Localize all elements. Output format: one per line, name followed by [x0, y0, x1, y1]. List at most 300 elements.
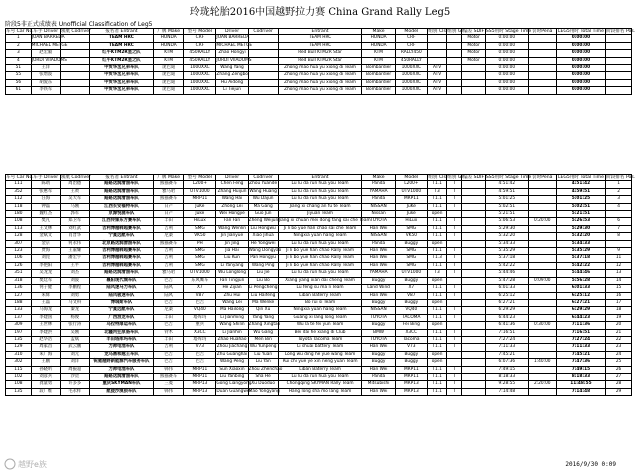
cell-driver-en: Liu Yanbing: [216, 373, 248, 380]
cell-total-time: 5:44:46: [556, 270, 605, 277]
cell-driver: 张惠军: [31, 188, 60, 195]
cell-make-en: HONDA: [362, 35, 395, 42]
cell-entrant: 红牛KTM2R星之队: [89, 57, 153, 64]
cell-car-no: 135: [6, 336, 32, 343]
cell-entrant-en: Xiang yang xian dai cheng Team: [278, 277, 362, 284]
header-make-en: Make: [362, 29, 395, 35]
cell-make: 丰田: [154, 336, 184, 343]
cell-penalty: 0:30:00: [528, 322, 556, 329]
cell-driver-en: JOAN BARREDA: [216, 35, 250, 41]
cell-penalty: [528, 366, 556, 373]
cell-total-time: 7:49:15: [556, 366, 605, 373]
cell-make-en: Han Wei: [362, 292, 395, 299]
cell-stage-time: 0:00:00: [485, 72, 528, 79]
cell-codriver: 王董耀: [60, 248, 89, 255]
cell-car-no: 2: [6, 42, 32, 49]
cell-codriver: 毛永样: [60, 388, 89, 395]
cell-driver: 王洋: [31, 65, 60, 72]
cell-model: HiLux: [184, 218, 216, 225]
cell-make-en: Han Wei: [362, 366, 395, 373]
cell-make-en: Han Wei: [362, 262, 395, 269]
cell-make: 庞巴迪: [154, 72, 184, 79]
cell-total-time: 0:00:00: [556, 50, 605, 57]
cell-entrant: 博瑞斯车队: [89, 299, 153, 306]
header-class: 组别 Cls: [428, 29, 446, 34]
cell-make-en: HONDA: [362, 42, 395, 49]
cell-car-no: 123: [6, 248, 32, 255]
cell-position: 16: [606, 292, 632, 299]
cell-group: [447, 35, 462, 42]
cell-penalty: [528, 42, 556, 49]
cell-class: T1.1: [427, 307, 446, 314]
cell-entrant: 力帅电池车队: [89, 344, 153, 351]
cell-stage-time: 8:18:33: [485, 373, 528, 380]
header-entrant-en: Entrant: [278, 29, 362, 35]
cell-car-no: 302: [6, 359, 32, 366]
cell-driver: 刘昆: [31, 255, 60, 262]
cell-codriver: 马刚: [60, 203, 89, 210]
cell-entrant-en: Ji li bo yue han chao Rally Team: [278, 248, 362, 255]
cell-penalty: 1:40:00: [528, 359, 556, 366]
cell-driver-en: Zhong Lei: [216, 203, 248, 210]
header-position: 阶段排名 Pos.: [606, 175, 636, 180]
cell-group: T: [447, 373, 462, 380]
cell-car-no: 318: [6, 277, 32, 284]
cell-sdif: [462, 299, 486, 306]
header-model: 型号 Model: [184, 175, 216, 181]
cell-stage-time: 7:11:33: [485, 344, 528, 351]
table-row: [6, 277, 632, 284]
table-row: [6, 329, 632, 336]
cell-model-en: Buggy: [395, 299, 427, 306]
cell-make-en: Bombardier: [362, 87, 395, 94]
cell-car-no: 137: [6, 314, 32, 321]
cell-car-no: 188: [6, 299, 32, 306]
cell-position: [606, 50, 632, 57]
cell-stage-time: 6:27:21: [485, 299, 528, 306]
cell-penalty: [528, 299, 556, 306]
cell-sdif: [462, 270, 486, 277]
cell-total-time: 0:00:00: [556, 65, 605, 72]
cell-stage-time: 0:00:00: [485, 65, 528, 72]
table-row: [6, 87, 632, 94]
cell-model-en: MRP11: [395, 373, 427, 380]
table-row: [6, 181, 632, 188]
cell-codriver: [60, 72, 89, 79]
watermark-logo: [4, 456, 74, 470]
cell-sdif: [462, 344, 486, 351]
cell-make-en: Mitsubishi: [362, 381, 395, 388]
cell-make: 巴吉: [154, 322, 184, 329]
cell-entrant: 路路达润滑油车队: [89, 181, 153, 188]
cell-group: [447, 211, 462, 218]
header-total-time: LEG5用时 Total Time: [557, 175, 604, 180]
table-row: [6, 65, 632, 72]
header-driver-en: Driver: [216, 29, 248, 35]
cell-make: 丰田: [154, 218, 184, 225]
cell-stage-time: 7:45:21: [485, 351, 528, 358]
header-car-no: 车号 Car No.: [6, 29, 34, 34]
cell-driver-en: Zhang Zengbo: [216, 72, 248, 78]
header-model-en: Model: [395, 29, 427, 35]
cell-penalty: [528, 225, 556, 232]
cell-entrant: 丰田塔库玛车队: [89, 336, 153, 343]
cell-model: SMG: [184, 225, 216, 232]
cell-stage-time: 5:37:18: [485, 255, 528, 262]
cell-driver: 周家昌: [31, 344, 60, 351]
cell-class: T1.1: [427, 388, 446, 395]
cell-model: Juke: [184, 211, 216, 218]
cell-codriver-en: [248, 72, 278, 79]
cell-codriver: [60, 79, 89, 86]
cell-sdif: [462, 359, 486, 366]
cell-class: T1.1: [427, 329, 446, 336]
cell-penalty: [528, 285, 556, 292]
cell-position: [606, 87, 632, 94]
cell-car-no: 112: [6, 196, 32, 203]
cell-group: T: [447, 181, 462, 188]
cell-total-time: 6:27:21: [556, 299, 605, 306]
header-group: 组别 Gr: [447, 175, 464, 180]
cell-entrant: 龙乌鼎和越王车队: [89, 351, 153, 358]
cell-class: [427, 57, 446, 64]
table-row: [6, 225, 632, 232]
header-position: 阶段排名 Pos.: [606, 29, 636, 34]
cell-group: T: [447, 329, 462, 336]
cell-stage-time: 5:29:30: [485, 225, 528, 232]
cell-codriver: 刘洋: [60, 359, 89, 366]
cell-sdif: [462, 373, 486, 380]
cell-codriver: 马文科: [60, 299, 89, 306]
cell-stage-time: 5:06:53: [485, 218, 528, 225]
cell-model-en: CRF: [395, 42, 427, 49]
cell-driver-en: Jin Jianyue: [216, 233, 248, 240]
cell-model: 塔库玛: [184, 336, 216, 343]
table-row: [6, 218, 632, 225]
cell-entrant: 襄阳现代城车队: [89, 277, 153, 284]
cell-model-en: VK50: [395, 233, 427, 240]
cell-driver: 朱辉: [31, 292, 60, 299]
cell-entrant-en: Chongqing SKYMAN Rally Team: [278, 381, 362, 388]
cell-make: KTM: [154, 57, 184, 64]
cell-driver-en: Jin Jing: [216, 240, 248, 247]
cell-total-time: 7:47:36: [556, 359, 605, 366]
cell-entrant: 江西长安福特车队: [89, 203, 153, 210]
cell-model: VQ40: [184, 307, 216, 314]
cell-sdif: [462, 188, 486, 195]
cell-class: [427, 50, 446, 57]
cell-driver: 王世林: [31, 322, 60, 329]
cell-class: open: [427, 351, 446, 358]
cell-make-en: Bombardier: [362, 79, 395, 86]
table-row: [6, 307, 632, 314]
cell-group: T: [447, 188, 462, 195]
cell-entrant-en: Bo rui si Team: [278, 299, 362, 306]
cell-make: 雅马哈: [154, 270, 184, 277]
cell-make: 陆风: [154, 285, 184, 292]
cell-model: V87: [184, 292, 216, 299]
header-sdif: 偏差 SDIF: [463, 175, 485, 180]
cell-codriver: 吴刚: [60, 329, 89, 336]
cell-entrant-en: Lu lu da run hua you Team: [278, 270, 362, 277]
cell-position: 15: [606, 285, 632, 292]
cell-codriver: 刘勇: [60, 292, 89, 299]
cell-sdif: [462, 366, 486, 373]
cell-class: T3: [427, 188, 446, 195]
cell-stage-time: 6:07:36: [485, 359, 528, 366]
cell-total-time: 7:16:51: [556, 329, 605, 336]
cell-model: MRP11: [184, 373, 216, 380]
header-entrant: 报名者 Entrant: [89, 29, 153, 35]
cell-stage-time: 6:44:23: [485, 314, 528, 321]
cell-driver: 钟磊: [31, 203, 60, 210]
cell-make-en: Buggy: [362, 359, 395, 366]
cell-driver-en: Wang Lei: [216, 299, 248, 306]
cell-group: [447, 351, 462, 358]
cell-total-time: 0:00:00: [556, 35, 605, 42]
cell-codriver: 李鹏程: [60, 285, 89, 292]
cell-position: [606, 65, 632, 72]
cell-group: T: [447, 336, 462, 343]
cell-make: 熊猫赛车: [154, 196, 184, 203]
header-penalty: 罚时Pena: [528, 175, 556, 181]
cell-model-en: 1000XXC: [395, 87, 427, 94]
cell-codriver-en: [248, 57, 278, 64]
cell-group: T: [447, 366, 462, 373]
cell-car-no: 111: [6, 181, 32, 188]
cell-class: T1.1: [427, 366, 446, 373]
cell-group: T: [447, 203, 462, 210]
cell-make-en: Panda: [362, 240, 395, 247]
cell-class: ATV: [427, 87, 446, 94]
cell-codriver-en: Liu Haifeng: [248, 292, 278, 299]
cell-make: 吉利: [154, 344, 184, 351]
cell-penalty: [528, 188, 556, 195]
cell-entrant: 重庆SKYMAN车队: [89, 381, 153, 388]
cell-sdif: [462, 181, 486, 188]
cell-codriver-en: [248, 50, 278, 57]
cell-driver: 赵宏毅: [31, 50, 60, 57]
cell-model: MRP11: [184, 196, 216, 203]
cell-sdif: [462, 248, 486, 255]
cell-codriver-en: Guo Jun: [248, 211, 278, 218]
cell-entrant-en: Lu lu da run hua you Team: [278, 196, 362, 203]
cell-stage-time: 4:51:42: [485, 181, 528, 188]
cell-class: open: [427, 277, 446, 284]
cell-model-en: VQ40: [395, 307, 427, 314]
cell-stage-time: 5:32:20: [485, 233, 528, 240]
cell-stage-time: 6:41:36: [485, 322, 528, 329]
cell-model: SMG: [184, 248, 216, 255]
cell-entrant-en: Rui chi yue ye xin neng yuan Team: [278, 359, 362, 366]
cell-make: 巴吉: [154, 359, 184, 366]
cell-car-no: 106: [6, 255, 32, 262]
cell-stage-time: 6:29:29: [485, 307, 528, 314]
cell-penalty: [528, 373, 556, 380]
cell-group: T: [447, 285, 462, 292]
cell-entrant: 中贸华丞兄弟车队: [89, 87, 153, 94]
cell-total-time: 5:32:20: [556, 233, 605, 240]
cell-make: 庞巴迪: [154, 87, 184, 94]
table-row: [6, 285, 632, 292]
cell-position: [606, 211, 632, 218]
cell-make-en: Han Wei: [362, 248, 395, 255]
cell-entrant: 陆风速马力车队: [89, 285, 153, 292]
cell-position: [606, 79, 632, 86]
cell-sdif: [462, 211, 486, 218]
cell-driver-en: MICHAEL METGE: [216, 42, 253, 48]
cell-driver-en: Duan Guangwei: [216, 388, 251, 394]
cell-sdif: [462, 388, 486, 395]
cell-model-en: MRP11: [395, 196, 427, 203]
cell-driver: 王鹏: [31, 359, 60, 366]
cell-total-time: 7:11:33: [556, 344, 605, 351]
cell-codriver: 何永伟: [60, 240, 89, 247]
cell-codriver-en: Li Pengcheng: [248, 285, 278, 291]
cell-class: ATV: [427, 72, 446, 79]
cell-make-en: Buggy: [362, 299, 395, 306]
cell-entrant: 路路达润滑油车队: [89, 270, 153, 277]
cell-codriver: 杨俊: [60, 314, 89, 321]
header-model-en: Model: [395, 175, 427, 181]
header-penalty: 罚时Pena: [528, 29, 556, 35]
cell-model: 450RALLY: [184, 57, 216, 64]
cell-car-no: 197: [6, 329, 32, 336]
cell-model-en: 1000XXC: [395, 79, 427, 86]
cell-stage-time: 5:47:28: [485, 277, 528, 284]
cell-make: 尼桑: [154, 233, 184, 240]
cell-class: T1.1: [427, 344, 446, 351]
cell-codriver-en: [248, 35, 278, 42]
cell-car-no: 115: [6, 366, 32, 373]
cell-group: T: [447, 388, 462, 395]
cell-make: KTM: [154, 50, 184, 57]
cell-total-time: 5:34:33: [556, 240, 605, 247]
cell-car-no: 108: [6, 381, 32, 388]
cell-class: T1.1: [427, 218, 446, 225]
cell-total-time: 0:00:00: [556, 72, 605, 79]
cell-entrant: 吉利博越韩超赛车队: [89, 225, 153, 232]
cell-stage-time: 0:00:00: [485, 50, 528, 57]
cell-entrant: 航拢沙漠狼车队: [89, 388, 153, 395]
cell-position: [606, 72, 632, 79]
cell-car-no: 129: [6, 344, 32, 351]
cell-penalty: [528, 87, 556, 94]
cell-make-en: TOYOTA: [362, 218, 395, 225]
cell-group: [447, 72, 462, 79]
cell-make: 熊猫赛车: [154, 373, 184, 380]
cell-codriver: 潘宏宇: [60, 255, 89, 262]
cell-car-no: 127: [6, 292, 32, 299]
cell-codriver-en: Men Bin: [248, 336, 278, 343]
cell-model-en: 1000XXC: [395, 72, 427, 79]
cell-make-en: BMW: [362, 329, 395, 336]
cell-stage-time: 5:42:22: [485, 262, 528, 269]
cell-stage-time: 5:02:51: [485, 203, 528, 210]
cell-position: 1: [606, 181, 632, 188]
cell-car-no: 307: [6, 240, 32, 247]
cell-entrant-en: Guang xi lang long Team: [278, 314, 362, 321]
cell-make: 吉利: [154, 248, 184, 255]
cell-codriver-en: Xu Duoduo: [248, 381, 278, 388]
cell-total-time: 5:56:28: [556, 277, 605, 284]
cell-model: CRF: [184, 42, 216, 49]
cell-entrant-en: Long wu ding he yue wang Team: [278, 351, 362, 358]
cell-entrant: 吉利博越韩超赛车队: [89, 262, 153, 269]
cell-driver: 胡爱东: [31, 79, 60, 86]
cell-codriver-en: Yang Yang: [248, 314, 278, 321]
cell-driver: 段广维: [31, 388, 60, 395]
cell-model: SMG: [184, 262, 216, 269]
cell-group: T: [447, 233, 462, 240]
table-row: [6, 240, 632, 247]
cell-codriver: 吴大军: [60, 196, 89, 203]
cell-class: [427, 42, 446, 49]
cell-total-time: 6:44:23: [556, 314, 605, 321]
cell-stage-time: 5:21:51: [485, 211, 528, 218]
cell-codriver-en: Xiao Jihua: [248, 233, 278, 240]
table-row: [6, 211, 632, 218]
table-row: [6, 262, 632, 269]
cell-driver-en: Zhang Huijun: [217, 188, 247, 194]
cell-entrant: 红牛KTM2R星之队: [89, 50, 153, 57]
cell-driver: 何子健: [31, 285, 60, 292]
cell-stage-time: 7:27:24: [485, 336, 528, 343]
cell-sdif: [462, 72, 486, 79]
cell-class: open: [427, 299, 446, 306]
cell-entrant-en: Red Bull KTM2R Star: [278, 57, 362, 64]
cell-group: [447, 42, 462, 49]
cell-make-en: Buggy: [362, 322, 395, 329]
cell-sdif: [462, 322, 486, 329]
table-row: [6, 233, 632, 240]
cell-make-en: NISSAN: [362, 307, 395, 314]
cell-make-en: NISSAN: [362, 203, 395, 210]
cell-model-en: Buggy: [395, 277, 427, 284]
cell-model-en: TACOMA: [395, 314, 427, 321]
cell-penalty: [528, 270, 556, 277]
cell-codriver-en: Ma Wenke: [248, 299, 278, 306]
cell-model: 巴吉: [184, 351, 216, 358]
cell-codriver-en: Wang Dongyao: [248, 248, 282, 254]
cell-stage-time: 5:01:25: [485, 196, 528, 203]
table-row: [6, 344, 632, 351]
header-make: 厂牌 Make: [154, 29, 184, 35]
cell-codriver: 孟斌: [60, 336, 89, 343]
cell-position: 7: [606, 225, 632, 232]
cell-position: 18: [606, 307, 632, 314]
cell-stage-time: 0:00:00: [485, 35, 528, 42]
cell-total-time: 7:11:36: [556, 322, 605, 329]
cell-model: PH: [184, 240, 216, 247]
cell-position: 19: [606, 314, 632, 321]
cell-entrant-en: TEAM HRC: [278, 35, 362, 42]
cell-driver-en: Hu Aidong: [216, 79, 248, 86]
cell-codriver-en: [248, 79, 278, 86]
cell-penalty: [528, 351, 556, 358]
cell-total-time: 6:25:12: [556, 292, 605, 299]
cell-position: 2: [606, 188, 632, 195]
cell-position: [606, 240, 632, 247]
cell-make-en: KTM: [362, 50, 395, 57]
cell-codriver: 刘波: [60, 277, 89, 284]
cell-penalty: [528, 307, 556, 314]
cell-penalty: [528, 79, 556, 86]
cell-driver-en: Zhu Guanghai: [216, 351, 248, 357]
cell-driver-en: Wu Longlong: [216, 270, 248, 277]
cell-car-no: 135: [6, 388, 32, 395]
table-row: [6, 314, 632, 321]
